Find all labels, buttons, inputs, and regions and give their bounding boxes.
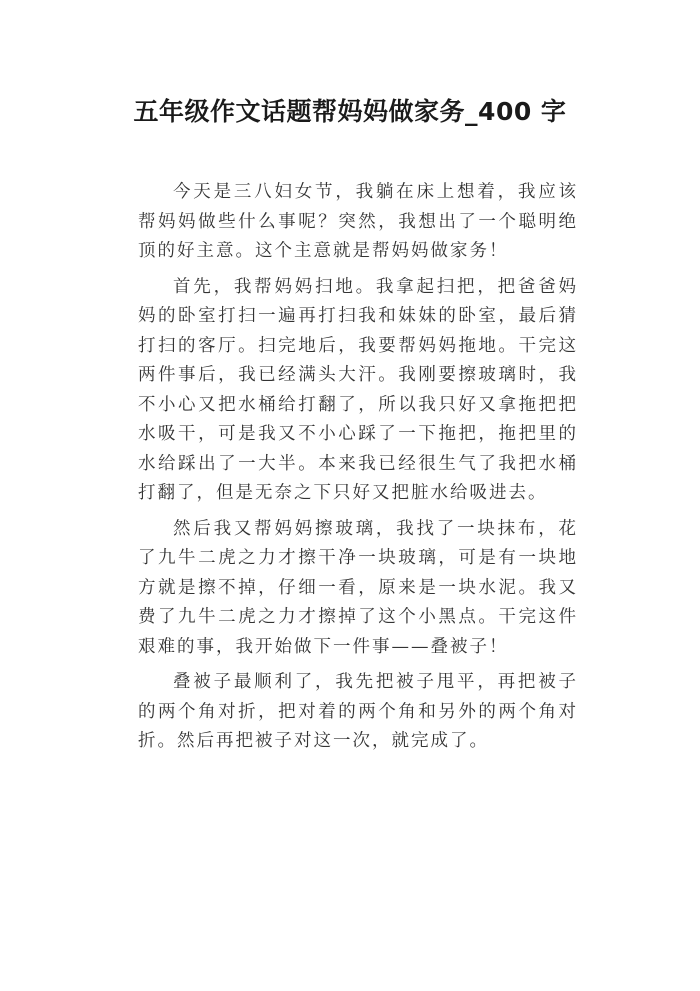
paragraph-4: 叠被子最顺利了，我先把被子甩平，再把被子的两个角对折，把对着的两个角和另外的两个角对折。然后再把被子对这一次，就完成了。	[138, 672, 578, 751]
paragraph-3: 然后我又帮妈妈擦玻璃，我找了一块抹布，花了九牛二虎之力才擦干净一块玻璃，可是有一块地方就是擦不掉，仔细一看，原来是一块水泥。我又费了九牛二虎之力才擦掉了这个小黑点。干完这件艰难的事，我开始做下一件事——叠被子！	[138, 518, 578, 657]
paragraph-1: 今天是三八妇女节，我躺在床上想着，我应该帮妈妈做些什么事呢？突然，我想出了一个聪明绝顶的好主意。这个主意就是帮妈妈做家务！	[138, 182, 578, 261]
paragraph-2: 首先，我帮妈妈扫地。我拿起扫把，把爸爸妈妈的卧室打扫一遍再打扫我和妹妹的卧室，最后猜打扫的客厅。扫完地后，我要帮妈妈拖地。干完这两件事后，我已经满头大汗。我刚要擦玻璃时，我不小心又把水桶给打翻了，所以我只好又拿拖把把水吸干，可是我又不小心踩了一下拖把，拖把里的水给踩出了一大半。本来我已经很生气了我把水桶打翻了，但是无奈之下只好又把脏水给吸进去。	[138, 276, 578, 503]
document-title: 五年级作文话题帮妈妈做家务_400 字	[133, 97, 567, 126]
essay-body	[138, 178, 578, 763]
